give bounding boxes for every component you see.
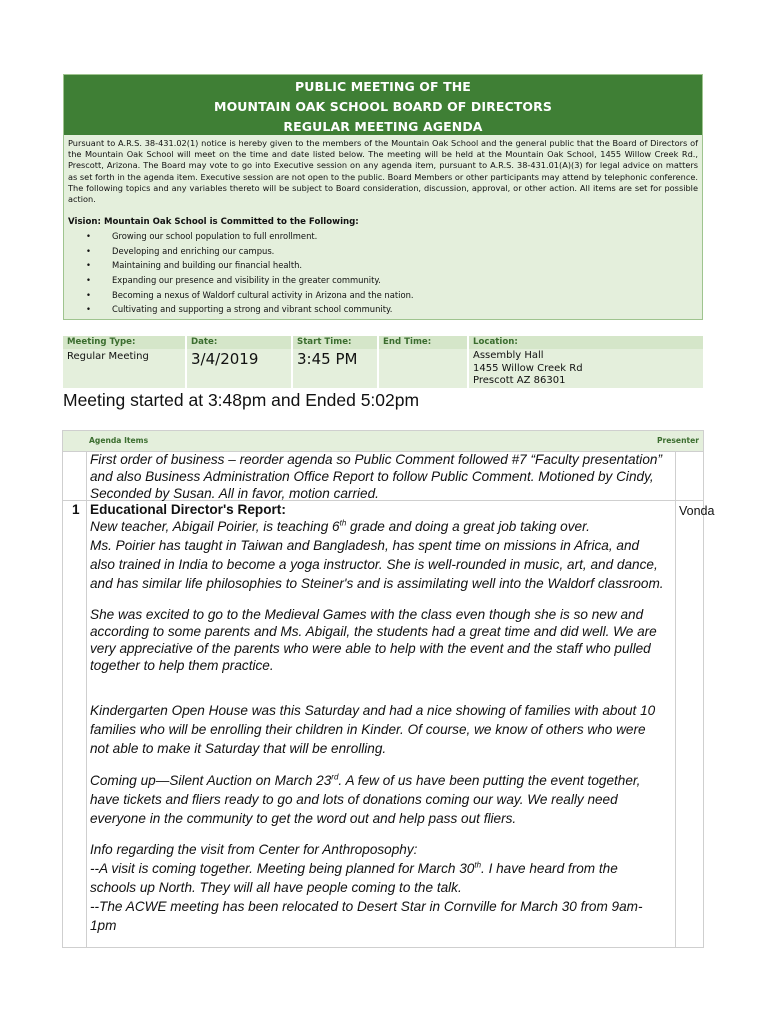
item-title: Educational Director's Report: <box>90 502 286 517</box>
start-time-cell <box>293 336 377 388</box>
meeting-started-text: Meeting started at 3:48pm and Ended 5:02pm <box>63 390 420 410</box>
start-time-label: Start Time: <box>293 336 377 349</box>
vision-list <box>64 229 702 317</box>
meeting-info <box>63 336 703 388</box>
title-line-1: PUBLIC MEETING OF THE <box>295 79 471 94</box>
date-label: Date: <box>187 336 291 349</box>
presenter-header: Presenter <box>656 436 699 445</box>
anthroposophy-paragraph: Info regarding the visit from Center for Anthroposophy: --A visit is coming together. Meeting being planned for March 30th. I have heard from the schools up North. They will all have people coming to the talk. --The ACWE meeting has been relocated to Desert Star in Cornville for March 30 from 9am- 1pm <box>90 842 643 933</box>
bullet: • <box>86 289 91 300</box>
column-divider <box>86 451 87 947</box>
vision-item: • Growing our school population to full enrollment. <box>86 229 702 244</box>
bullet: • <box>86 275 91 285</box>
meeting-type-value: Regular Meeting <box>67 351 149 362</box>
new-teacher-paragraph: New teacher, Abigail Poirier, is teaching 6th grade and doing a great job taking over. Ms. Poirier has taught in Taiwan and Bangladesh, has spent time on missions in Africa, and also trained in India to become a yoga instructor. She is well-rounded in music, art, and dance, and has similar life philosophies to Steiner's and is assimilating well into the Waldorf classroom. <box>90 518 664 591</box>
bullet: • <box>86 245 91 256</box>
vision-title: Vision: Mountain Oak School is Committed to the Following: <box>68 217 359 228</box>
legal-notice: Pursuant to A.R.S. 38-431.02(1) notice is hereby given to the members of the Mountain Oak School and the general public that the Board of Directors of the Mountain Oak School will meet on the time and date listed below. The meeting will be held at the Mountain Oak School, 1455 Willow Creek Rd., Prescott, Arizona. The Board may vote to go into Executive session on any agenda item, pursuant to A.R.S. 38-431.01(A)(3) for legal advice on matters as set forth in the agenda item. Executive session are not open to the public. Board Members or other participants may attend by telephonic conference. The following topics and any variables thereto will be subject to Board consideration, discussion, approval, or other action. All items are set for possible action. <box>68 138 698 205</box>
date-cell <box>187 336 291 388</box>
agenda-table <box>62 430 715 948</box>
bullet: • <box>86 304 91 315</box>
location-label: Location: <box>469 336 703 349</box>
title-line-2: MOUNTAIN OAK SCHOOL BOARD OF DIRECTORS <box>214 99 552 114</box>
agenda-header <box>63 74 703 320</box>
meeting-type-label: Meeting Type: <box>63 336 185 349</box>
end-time-cell <box>379 336 467 388</box>
vision-item: • Becoming a nexus of Waldorf cultural activity in Arizona and the nation. <box>86 288 702 303</box>
meeting-type-cell <box>63 336 185 388</box>
start-time-value: 3:45 PM <box>297 350 358 368</box>
location-cell <box>469 336 703 388</box>
end-time-label: End Time: <box>379 336 467 349</box>
kindergarten-paragraph: Kindergarten Open House was this Saturday and had a nice showing of families with about 10 families who will be enrolling their children in Kinder. Of course, we know of others who were not able to make it Saturday that will be enrolling. <box>90 703 656 756</box>
agenda-table-header <box>63 431 703 451</box>
first-business-note: First order of business – reorder agenda so Public Comment followed #7 “Faculty presentation” and also Business Administration Office Report to follow Public Comment. Motioned by Cindy, Seconded by Susan. All in favor, motion carried. <box>90 452 662 501</box>
bullet: • <box>86 231 91 242</box>
vision-item: • Expanding our presence and visibility in the greater community. <box>86 273 702 288</box>
silent-auction-paragraph: Coming up—Silent Auction on March 23rd. A few of us have been putting the event together, have tickets and fliers ready to go and lots of donations coming our way. We really need everyone in the community to get the word out and help pass out fliers. <box>90 772 641 826</box>
item-number: 1 <box>72 502 80 517</box>
medieval-games-paragraph: She was excited to go to the Medieval Games with the class even though she is so new and according to some parents and Ms. Abigail, the students had a great time and did well. We are very appreciative of the parents who were able to help with the event and the staff who pulled together to help them practice. <box>90 607 657 673</box>
bullet: • <box>86 260 91 271</box>
agenda-items-header: Agenda Items <box>89 436 149 445</box>
title-line-3: REGULAR MEETING AGENDA <box>283 119 483 134</box>
date-value: 3/4/2019 <box>191 350 259 368</box>
vision-item: • Cultivating and supporting a strong and vibrant school community. <box>86 302 702 317</box>
item-presenter: Vonda <box>679 504 715 518</box>
location-value: Assembly Hall 1455 Willow Creek Rd Prescott AZ 86301 <box>473 350 583 386</box>
title-band <box>64 75 702 135</box>
vision-item: • Developing and enriching our campus. <box>86 244 702 259</box>
vision-item: • Maintaining and building our financial health. <box>86 258 702 273</box>
